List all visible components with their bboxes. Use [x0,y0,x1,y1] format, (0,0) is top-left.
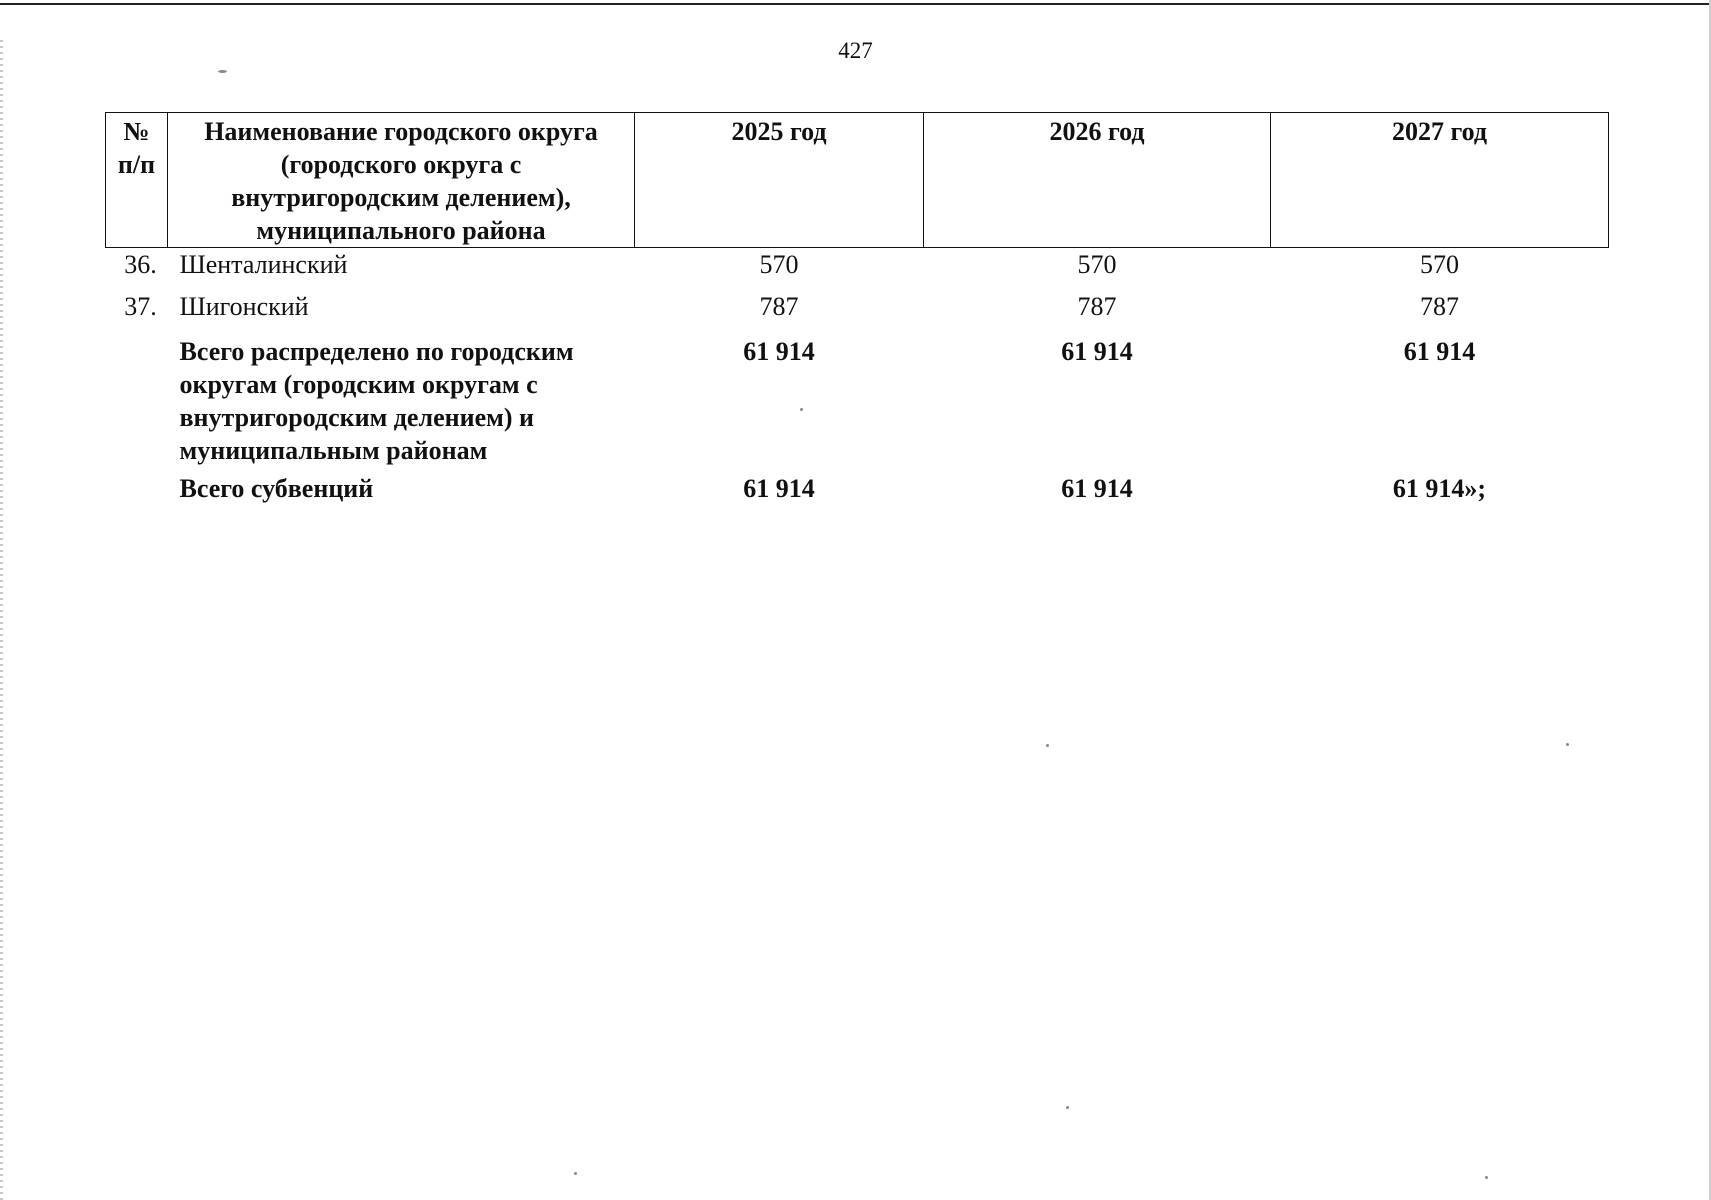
table-row [106,248,1609,291]
row-name: Шенталинский [179,250,348,279]
scan-speck [574,1172,577,1175]
total-subventions-row [106,471,1609,505]
row-value-2025: 570 [759,250,799,279]
scan-left-edge [0,40,3,1200]
subventions-table [105,112,1609,505]
scan-speck [1485,1176,1488,1179]
row-value-2026: 787 [1077,292,1117,321]
header-number: № п/п [106,113,168,248]
header-year-2025: 2025 год [635,113,924,248]
total-distributed-2026: 61 914 [1061,337,1133,366]
total-distributed-label: Всего распределено по городским округам (городским округам с внутригородским делением) и муниципальным районам [179,337,574,465]
table-header [106,113,1609,248]
scan-speck [1046,744,1049,747]
row-number: 36. [124,250,157,279]
scan-speck [1566,743,1569,746]
total-distributed-row [106,334,1609,471]
page-number: 427 [838,38,873,63]
total-subventions-2027: 61 914»; [1392,474,1487,503]
scan-speck [1066,1106,1069,1109]
total-subventions-2026: 61 914 [1061,474,1133,503]
header-row [106,113,1609,248]
row-value-2027: 787 [1420,292,1459,321]
total-distributed-2027: 61 914 [1403,337,1476,366]
table-row [106,290,1609,334]
scan-top-border [0,3,1711,5]
scan-speck [218,70,227,73]
row-value-2026: 570 [1077,250,1117,279]
header-year-2027: 2027 год [1271,113,1609,248]
row-number-empty [106,471,168,505]
table-body [106,248,1609,506]
scan-speck [800,408,803,411]
header-name: Наименование городского округа (городского округа с внутригородским делением), муниципального района [168,113,635,248]
row-value-2027: 570 [1420,250,1459,279]
total-distributed-2025: 61 914 [743,337,815,366]
total-subventions-2025: 61 914 [743,474,815,503]
row-number-empty [106,334,168,471]
row-name: Шигонский [179,292,309,321]
header-year-2026: 2026 год [924,113,1271,248]
row-value-2025: 787 [759,292,799,321]
row-number: 37. [124,292,157,321]
total-subventions-label: Всего субвенций [179,474,374,503]
